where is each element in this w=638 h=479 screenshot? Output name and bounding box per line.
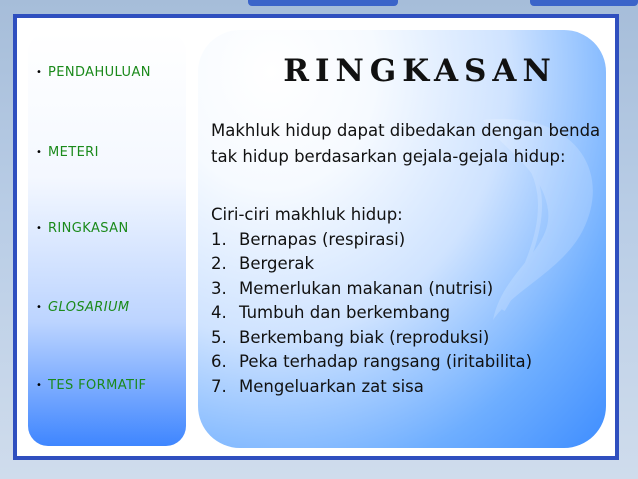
list-number: 6.	[211, 352, 227, 371]
list-number: 4.	[211, 303, 227, 322]
list-item	[211, 301, 606, 326]
list-item	[211, 375, 606, 400]
list-text: Peka terhadap rangsang (iritabilita)	[239, 352, 533, 371]
nav-item-pendahuluan[interactable]	[36, 65, 151, 80]
list-item	[211, 350, 606, 375]
list-text: Berkembang biak (reproduksi)	[239, 327, 490, 347]
nav-item-meteri[interactable]	[36, 145, 99, 160]
nav-label: METERI	[48, 145, 99, 160]
page-title: RINGKASAN	[283, 53, 557, 89]
list-text: Mengeluarkan zat sisa	[239, 376, 424, 396]
nav-label: TES FORMATIF	[48, 378, 147, 393]
list-heading: Ciri-ciri makhluk hidup:	[211, 205, 403, 224]
bullet-icon: •	[36, 147, 43, 158]
top-tab-left	[248, 0, 398, 6]
bullet-icon: •	[36, 67, 43, 78]
top-tab-right	[530, 0, 638, 6]
nav-label: PENDAHULUAN	[48, 65, 151, 80]
list-number: 2.	[211, 254, 227, 273]
list-item	[211, 277, 606, 302]
nav-panel	[28, 32, 186, 446]
intro-paragraph: Makhluk hidup dapat dibedakan dengan benda tak hidup berdasarkan gejala-gejala hidup:	[211, 121, 601, 166]
list-text: Tumbuh dan berkembang	[239, 303, 451, 322]
nav-item-glosarium[interactable]	[36, 300, 130, 315]
list-item	[211, 326, 606, 351]
feature-list	[211, 203, 606, 399]
list-number: 1.	[211, 229, 227, 249]
nav-label: GLOSARIUM	[48, 300, 130, 315]
nav-item-tes-formatif[interactable]	[36, 378, 146, 393]
list-item	[211, 252, 606, 277]
list-text: Bernapas (respirasi)	[239, 229, 406, 249]
bullet-icon: •	[36, 223, 43, 234]
nav-label: RINGKASAN	[48, 221, 129, 236]
list-number: 7.	[211, 376, 227, 396]
list-text: Bergerak	[239, 254, 315, 273]
content-panel	[198, 30, 606, 448]
nav-item-ringkasan[interactable]	[36, 221, 129, 236]
list-text: Memerlukan makanan (nutrisi)	[239, 278, 494, 298]
bullet-icon: •	[36, 302, 43, 313]
list-item	[211, 228, 606, 253]
list-number: 3.	[211, 278, 227, 298]
bullet-icon: •	[36, 380, 43, 391]
list-number: 5.	[211, 327, 227, 347]
